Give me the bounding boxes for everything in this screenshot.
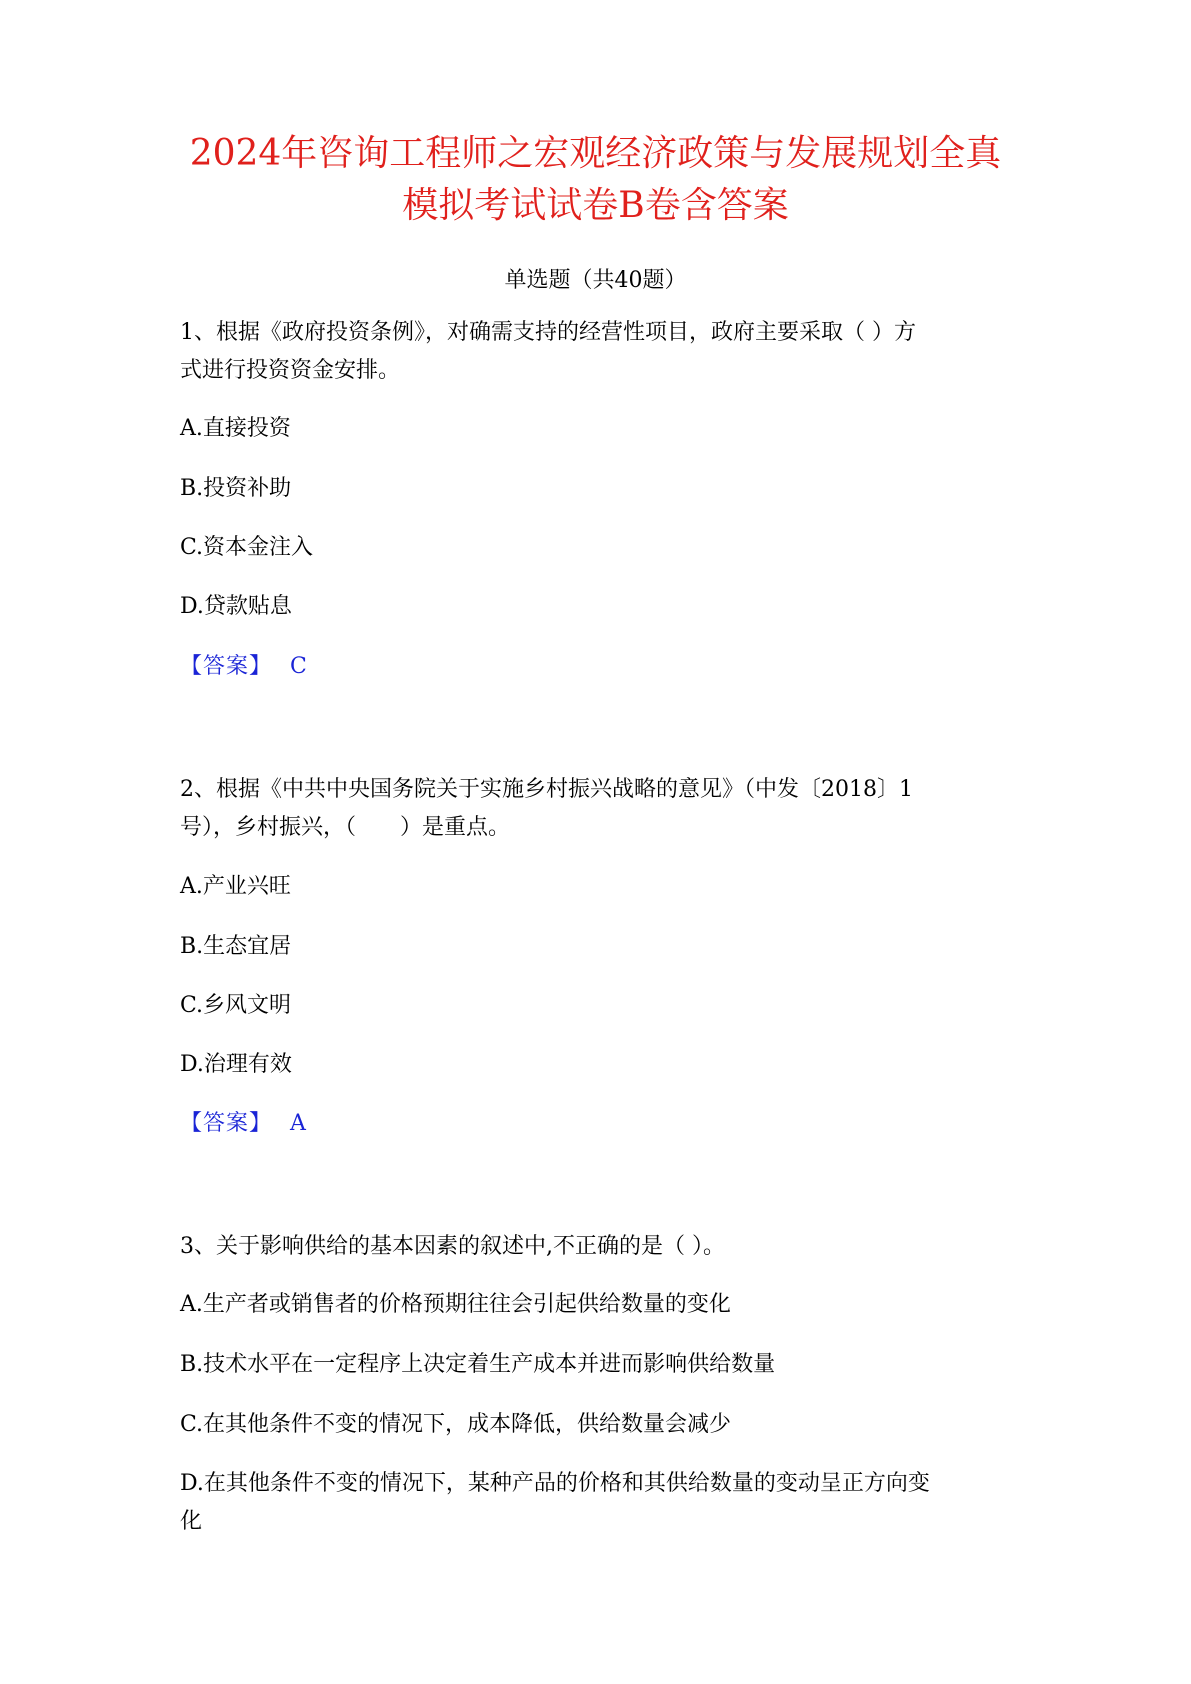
question-1-option-a: A.直接投资 bbox=[180, 416, 291, 441]
question-1-option-c: C.资本金注入 bbox=[180, 535, 314, 560]
question-3-stem: 3、关于影响供给的基本因素的叙述中,不正确的是（ ）。 bbox=[180, 1234, 725, 1259]
answer-label: 【答案】 bbox=[180, 654, 273, 679]
question-1-option-d: D.贷款贴息 bbox=[180, 594, 292, 619]
question-2-option-d: D.治理有效 bbox=[180, 1052, 292, 1077]
question-2-option-c: C.乡风文明 bbox=[180, 993, 292, 1018]
section-heading: 单选题（共40题） bbox=[504, 268, 687, 293]
answer-value: C bbox=[290, 654, 307, 679]
question-2-option-b: B.生态宜居 bbox=[180, 934, 292, 959]
answer-value: A bbox=[290, 1111, 306, 1136]
question-2-stem-line-1: 2、根据《中共中央国务院关于实施乡村振兴战略的意见》（中发〔2018〕1 bbox=[180, 777, 913, 802]
question-2-option-a: A.产业兴旺 bbox=[180, 874, 291, 899]
title-line-2: 模拟考试试卷B卷含答案 bbox=[402, 185, 789, 226]
question-2-stem-line-2: 号），乡村振兴，（ ）是重点。 bbox=[180, 815, 511, 840]
question-3-option-d: D.在其他条件不变的情况下，某种产品的价格和其供给数量的变动呈正方向变 bbox=[180, 1471, 930, 1496]
question-3-option-a: A.生产者或销售者的价格预期往往会引起供给数量的变化 bbox=[180, 1292, 731, 1317]
document-title bbox=[150, 128, 1041, 232]
question-1-option-b: B.投资补助 bbox=[180, 476, 292, 501]
title-line-1: 2024年咨询工程师之宏观经济政策与发展规划全真 bbox=[189, 133, 1002, 174]
question-1-stem-line-2: 式进行投资资金安排。 bbox=[180, 358, 401, 383]
question-1-answer bbox=[180, 652, 307, 682]
answer-label: 【答案】 bbox=[180, 1111, 273, 1136]
question-1-stem-line-1: 1、根据《政府投资条例》，对确需支持的经营性项目，政府主要采取（ ）方 bbox=[180, 320, 916, 345]
question-3-option-b: B.技术水平在一定程序上决定着生产成本并进而影响供给数量 bbox=[180, 1352, 776, 1377]
question-3-option-c: C.在其他条件不变的情况下，成本降低，供给数量会减少 bbox=[180, 1412, 732, 1437]
question-2-answer bbox=[180, 1109, 306, 1139]
question-3-option-d-continuation: 化 bbox=[180, 1509, 203, 1534]
